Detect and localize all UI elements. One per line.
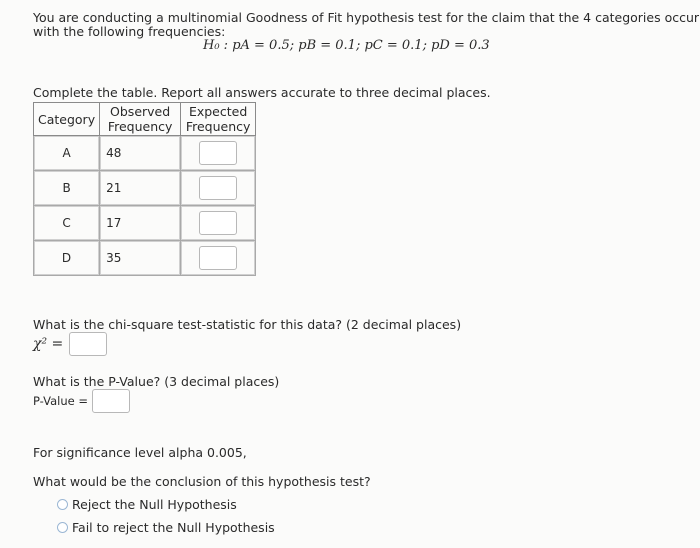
p-value-question: What is the P-Value? (3 decimal places) bbox=[33, 374, 280, 389]
option-reject-null[interactable] bbox=[57, 497, 237, 512]
option-fail-to-reject[interactable] bbox=[57, 520, 275, 535]
option-fail-to-reject-label: Fail to reject the Null Hypothesis bbox=[72, 520, 275, 535]
observed-cell: 21 bbox=[100, 171, 181, 206]
expected-cell bbox=[181, 241, 256, 276]
frequency-table bbox=[33, 102, 256, 276]
expected-input-b[interactable] bbox=[199, 176, 237, 200]
chi-square-question: What is the chi-square test-statistic for this data? (2 decimal places) bbox=[33, 317, 462, 332]
table-header-row bbox=[34, 103, 256, 136]
radio-fail-to-reject[interactable] bbox=[57, 522, 68, 533]
expected-cell bbox=[181, 206, 256, 241]
table-row bbox=[34, 206, 256, 241]
observed-cell: 35 bbox=[100, 241, 181, 276]
radio-reject[interactable] bbox=[57, 499, 68, 510]
expected-input-a[interactable] bbox=[199, 141, 237, 165]
table-row bbox=[34, 171, 256, 206]
category-cell: A bbox=[34, 136, 100, 171]
chi-square-label: χ² = bbox=[33, 336, 64, 352]
p-value-label: P-Value = bbox=[33, 393, 89, 408]
table-instruction: Complete the table. Report all answers accurate to three decimal places. bbox=[33, 85, 491, 100]
expected-cell bbox=[181, 171, 256, 206]
header-category: Category bbox=[34, 103, 100, 136]
question-text-line1: You are conducting a multinomial Goodness of Fit hypothesis test for the claim that the 4 categories occur bbox=[33, 10, 700, 25]
conclusion-question: What would be the conclusion of this hypothesis test? bbox=[33, 474, 371, 489]
table-row bbox=[34, 136, 256, 171]
expected-input-c[interactable] bbox=[199, 211, 237, 235]
header-expected-line2: Frequency bbox=[185, 119, 251, 134]
chi-square-input[interactable] bbox=[69, 332, 107, 356]
header-observed-line1: Observed bbox=[110, 104, 171, 119]
expected-input-d[interactable] bbox=[199, 246, 237, 270]
observed-cell: 17 bbox=[100, 206, 181, 241]
expected-cell bbox=[181, 136, 256, 171]
table-row bbox=[34, 241, 256, 276]
option-reject-label: Reject the Null Hypothesis bbox=[72, 497, 237, 512]
category-cell: C bbox=[34, 206, 100, 241]
category-cell: D bbox=[34, 241, 100, 276]
header-observed bbox=[100, 103, 181, 136]
chi-square-row bbox=[33, 332, 107, 356]
question-text-line2: with the following frequencies: bbox=[33, 24, 226, 39]
p-value-row bbox=[33, 389, 130, 413]
header-expected-line1: Expected bbox=[188, 104, 248, 119]
category-cell: B bbox=[34, 171, 100, 206]
null-hypothesis: H₀ : pA = 0.5; pB = 0.1; pC = 0.1; pD = 0.3 bbox=[203, 38, 490, 53]
observed-cell: 48 bbox=[100, 136, 181, 171]
significance-level-text: For significance level alpha 0.005, bbox=[33, 445, 247, 460]
p-value-input[interactable] bbox=[92, 389, 130, 413]
header-expected bbox=[181, 103, 256, 136]
header-observed-line2: Frequency bbox=[107, 119, 173, 134]
